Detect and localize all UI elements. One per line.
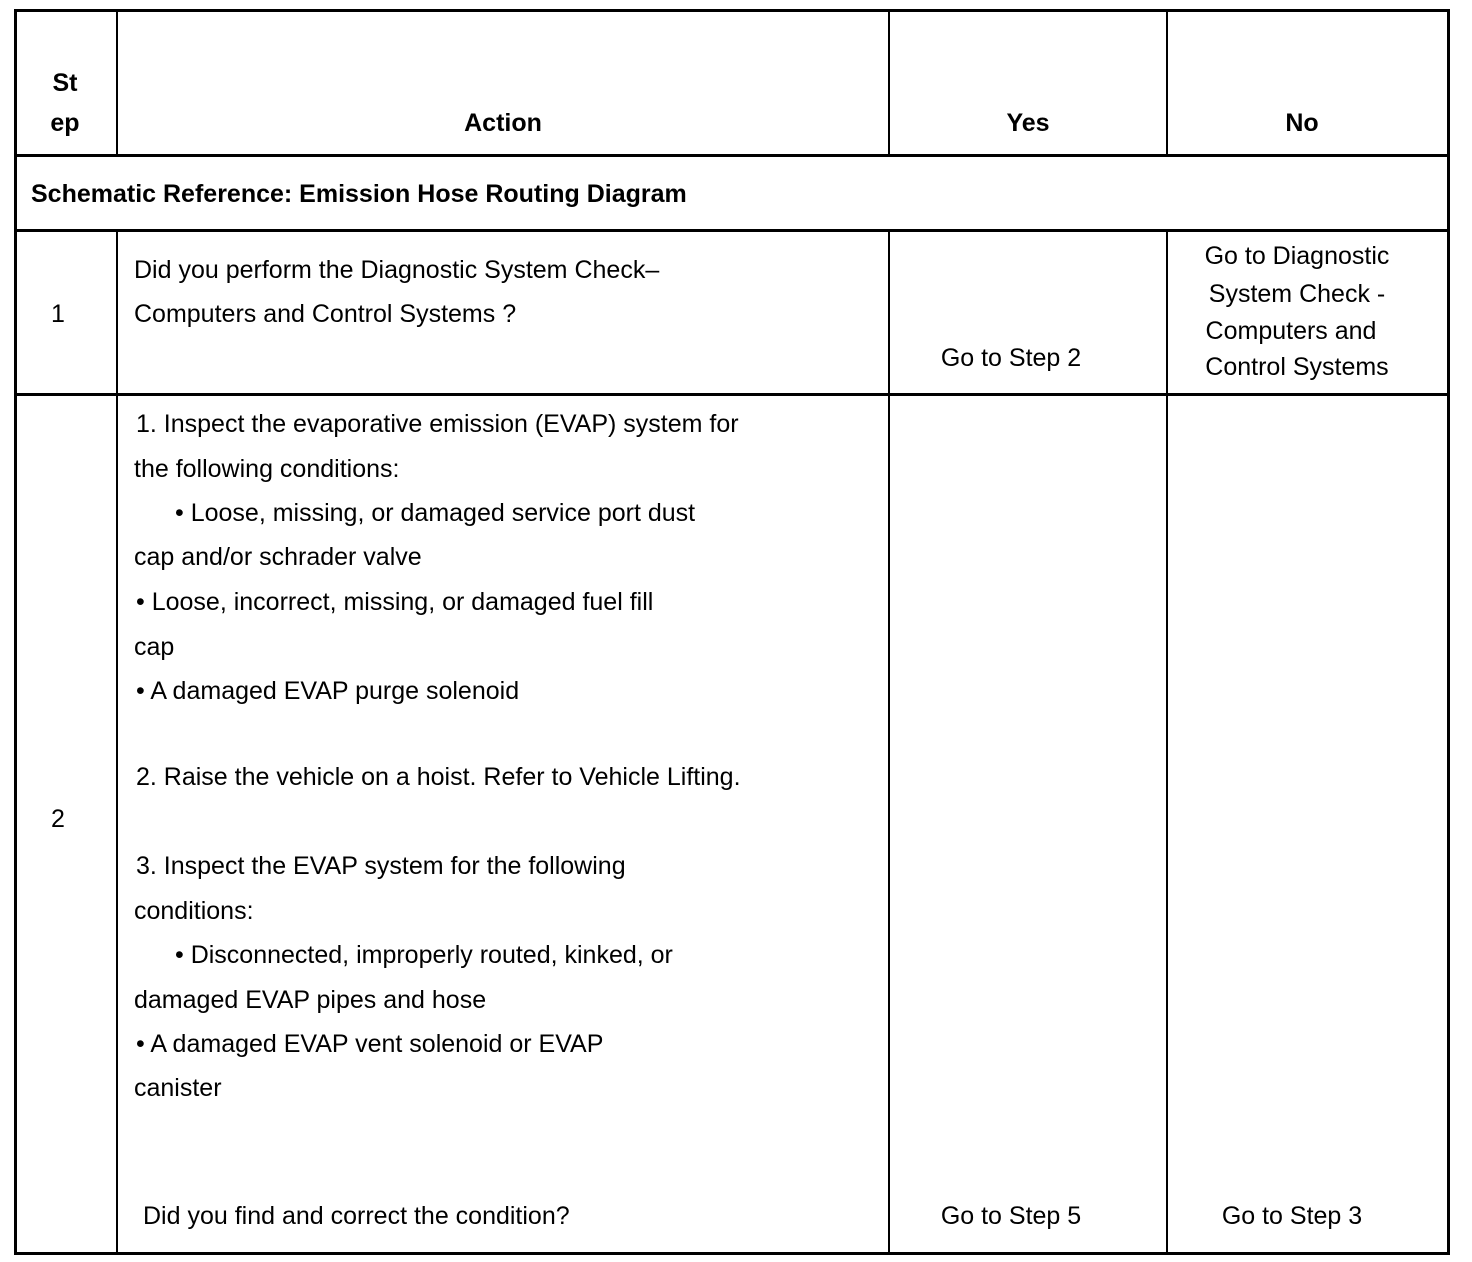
- row2-action-line: 2. Raise the vehicle on a hoist. Refer to Vehicle Lifting.: [136, 763, 741, 791]
- column-divider-yes-body: [1166, 230, 1168, 1254]
- row2-action-line: • Disconnected, improperly routed, kinked, or: [175, 941, 673, 969]
- column-divider-action-body: [888, 230, 890, 1254]
- row1-no-line: Control Systems: [1205, 353, 1389, 381]
- row1-divider: [14, 393, 1450, 396]
- row2-action-line: damaged EVAP pipes and hose: [134, 986, 487, 1014]
- row1-action-line: Computers and Control Systems ?: [134, 300, 517, 328]
- schematic-reference: Schematic Reference: Emission Hose Routing Diagram: [31, 180, 687, 208]
- row2-action-line: • Loose, missing, or damaged service port dust: [175, 499, 696, 527]
- column-divider-step-body: [116, 230, 118, 1254]
- row1-no-line: System Check -: [1208, 280, 1386, 308]
- row2-no: Go to Step 3: [1221, 1202, 1363, 1230]
- row2-yes: Go to Step 5: [940, 1202, 1082, 1230]
- row2-action-line: 3. Inspect the EVAP system for the following: [136, 852, 626, 880]
- header-yes: Yes: [1006, 109, 1050, 137]
- row1-no-line: Computers and: [1205, 317, 1377, 345]
- row1-action-line: Did you perform the Diagnostic System Check–: [134, 256, 660, 284]
- header-divider: [14, 154, 1450, 157]
- row2-action-line: canister: [134, 1074, 222, 1102]
- row2-action-question: Did you find and correct the condition?: [143, 1202, 570, 1230]
- row2-action-line: conditions:: [134, 897, 254, 925]
- row2-action-line: • A damaged EVAP purge solenoid: [136, 677, 520, 705]
- row2-action-line: • A damaged EVAP vent solenoid or EVAP: [136, 1030, 604, 1058]
- row1-step: 1: [51, 300, 65, 328]
- row2-action-line: cap and/or schrader valve: [134, 543, 422, 571]
- header-action: Action: [464, 109, 542, 137]
- row2-action-line: the following conditions:: [134, 455, 400, 483]
- header-step-line1: St: [52, 69, 78, 97]
- row2-action-line: 1. Inspect the evaporative emission (EVAP) system for: [136, 410, 739, 438]
- header-step-line2: ep: [50, 109, 80, 137]
- header-no: No: [1285, 109, 1319, 137]
- row1-no-line: Go to Diagnostic: [1204, 242, 1390, 270]
- row2-step: 2: [51, 805, 65, 833]
- schematic-divider: [14, 229, 1450, 232]
- row1-yes: Go to Step 2: [940, 344, 1082, 372]
- row2-action-line: • Loose, incorrect, missing, or damaged fuel fill: [136, 588, 654, 616]
- row2-action-line: cap: [134, 633, 175, 661]
